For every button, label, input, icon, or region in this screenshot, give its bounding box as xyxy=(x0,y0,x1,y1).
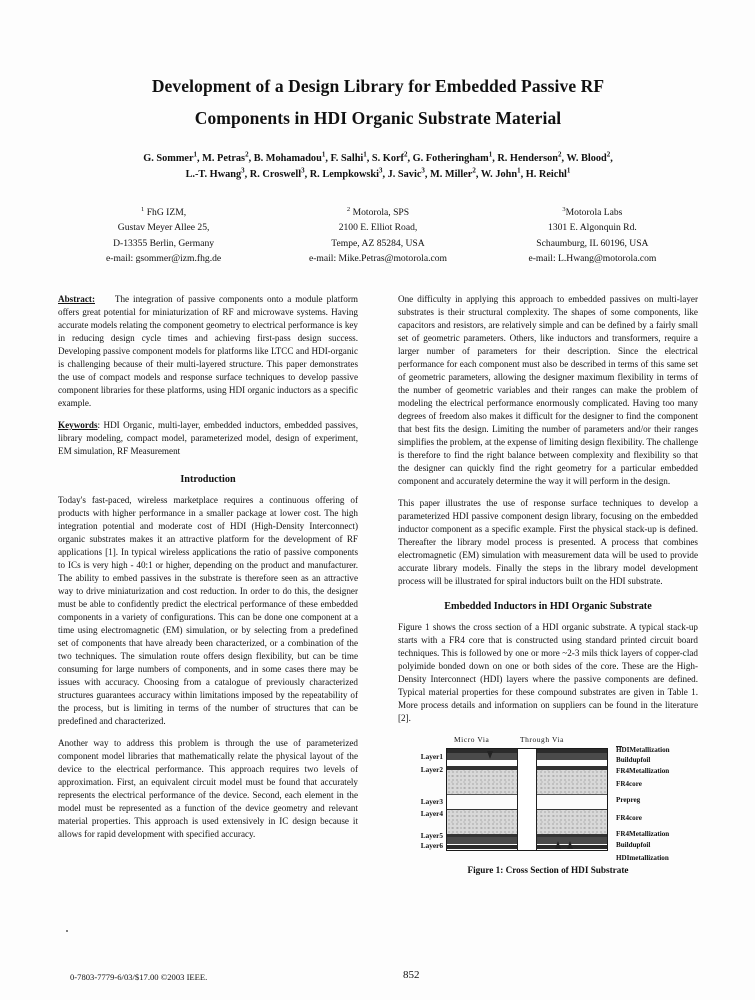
page-title xyxy=(58,70,698,135)
label-fr4-metallization-top: FR4Metallization xyxy=(616,766,670,775)
label-buildup-foil-top: Buildupfoil xyxy=(616,755,651,764)
affiliation-1-line3: D-13355 Berlin, Germany xyxy=(113,237,215,249)
micro-via-shape xyxy=(487,751,493,759)
through-via-channel xyxy=(517,749,537,850)
paper-content xyxy=(58,70,698,875)
keywords-label: Keywords xyxy=(58,419,98,430)
right-column xyxy=(398,293,698,875)
affiliation-3-line2: 1301 E. Algonquin Rd. xyxy=(548,222,637,234)
keywords-paragraph xyxy=(58,419,358,458)
figure-1-graphic xyxy=(398,734,698,862)
affiliation-3-line3: Schaumburg, IL 60196, USA xyxy=(536,237,649,249)
label-buildup-foil-bottom: Buildupfoil xyxy=(616,840,651,849)
abstract-paragraph xyxy=(58,293,358,410)
label-fr4-core-lower: FR4core xyxy=(616,813,642,822)
label-layer5: Layer5 xyxy=(420,830,443,840)
affiliation-2 xyxy=(272,205,483,267)
right-paragraph-1: One difficulty in applying this approach to embedded passives on multi-layer substrates is their structural complexity. The shapes of some components, like capacitors and resistors, are relatively simple and can be defined by a fairly small set of geometric parameters. Others, like inductors and transformers, require a larger number of parameters for their description. Since the electrical performance for each component must also be described in terms of this same set of geometric parameters, allowing the designer maximum flexibility in terms of the number of geometric variables and their ranges can make the problem of modeling the electrical performance enormously complicated. Having too many degrees of freedom also makes it difficult for the designer to find the component that best fits the design. Limiting the number of parameters and/or their ranges simplifies the problem, at the expense of limiting design flexibility. The challenge is therefore to find the right balance between complexity and flexibility so that the designer can quickly find the right geometry for a particular embedded component and accurately determine the way it will perform in the design. xyxy=(398,293,698,486)
affiliation-3-email: e-mail: L.Hwang@motorola.com xyxy=(528,253,657,265)
affiliation-2-line3: Tempe, AZ 85284, USA xyxy=(331,237,425,249)
affiliation-2-line2: 2100 E. Elliot Road, xyxy=(338,222,418,234)
affiliation-2-name: $^2$ Motorola, SPS xyxy=(346,205,410,218)
abstract-text: The integration of passive components onto a module platform offers great potential for miniaturization of RF and microwave systems. Having accurate models relating the component geometry to electrical performance is key in reducing design cycle times and achieving first-pass design success. Developing passive component models for platforms like LTCC and HDI-organic is challenging because of their multi-layered structure. This paper demonstrates the use of compact models and response surface techniques to develop passive component libraries for these platforms, using HDI organic inductors as a specific example. xyxy=(58,293,359,408)
label-through-via: Through Via xyxy=(520,734,564,744)
label-layer4: Layer4 xyxy=(420,808,443,818)
label-layer6: Layer6 xyxy=(420,840,443,850)
intro-paragraph-1: Today's fast-paced, wireless marketplace requires a continuous offering of products with higher performance in a smaller package at lower cost. The high integration potential and moderate cost of HDI (High-Density Interconnect) organic substrates makes it an attractive platform for the development of RF applications [1]. In typical wireless applications the ratio of passive components to ICs is very high - 40:1 or higher, depending on the product and manufacturer. The ability to embed passives in the substrate is therefore seen as an attractive way to drive miniaturization and cost reduction. In order to do this, the designer must be able to confidently predict the electrical performance of these embedded components in a variety of configurations. This can be done one component at a time using electromagnetic (EM) simulation, or by selecting from a predefined set of components that have already been characterized, or a combination of the two techniques. The simulation route offers design flexibility, but can be time consuming for large numbers of components, and in some cases there may be issues with accuracy. Choosing from a catalogue of previously characterized structures guarantees accuracy within limitations imposed by the repeatability of the process, but is limiting in terms of the number of structures that can be predefined and characterized. xyxy=(58,494,358,726)
substrate-cross-section xyxy=(446,748,608,851)
section2-paragraph-1: Figure 1 shows the cross section of a HDI organic substrate. A typical stack-up starts with a FR4 core that is constructed using standard printed circuit board techniques. This is followed by one or more ~2-3 mils thick layers of copper-clad polyimide bonded down on one or both sides of the core. These are the High-Density Interconnect (HDI) layers where the passive components are defined. Typical material properties for these compound substrates are given in Table 1. More process details and information on suppliers can be found in the literature [2]. xyxy=(398,621,698,723)
title-line-1: Development of a Design Library for Embedded Passive RF xyxy=(151,76,605,96)
affiliation-block xyxy=(58,205,698,267)
body-columns xyxy=(58,293,698,875)
figure-right-labels xyxy=(610,745,702,866)
label-fr4-metallization-bottom: FR4Metallization xyxy=(616,829,670,838)
label-layer3: Layer3 xyxy=(420,796,443,806)
author-line-2: L.-T. Hwang$^3$, R. Croswell$^3$, R. Lempkowski$^3$, J. Savic$^3$, M. Miller$^2$, W. John$^1$, H. Reichl$^1$ xyxy=(185,166,571,180)
affiliation-3 xyxy=(487,205,698,267)
label-prepreg: Prepreg xyxy=(616,795,641,804)
bottom-via-shape-2 xyxy=(567,841,573,849)
affiliation-1 xyxy=(58,205,269,267)
label-fr4-core-upper: FR4core xyxy=(616,779,642,788)
author-line-1: G. Sommer$^1$, M. Petras$^2$, B. Mohamadou$^1$, F. Salhi$^1$, S. Korf$^2$, G. Fotheringham$^1$, R. Henderson$^2$, W. Blood$^2$, xyxy=(143,150,613,164)
intro-paragraph-2: Another way to address this problem is through the use of parameterized component model libraries that mathematically relate the physical layout of the device to the electrical performance. This approach requires two levels of approximation. First, an equivalent circuit model must be found that accurately represents the electrical performance of the device. Second, each element in the model must be represented as a function of the device geometry and relevant material properties. This approach is used extensively in IC design because it allows for rapid development with specified accuracy. xyxy=(58,737,358,839)
figure-1-caption: Figure 1: Cross Section of HDI Substrate xyxy=(467,864,629,875)
affiliation-2-email: e-mail: Mike.Petras@motorola.com xyxy=(308,253,448,265)
figure-left-labels xyxy=(398,748,444,849)
figure-1 xyxy=(398,735,698,875)
affiliation-1-name: $^1$ FhG IZM, xyxy=(141,205,187,218)
abstract-label: Abstract: xyxy=(58,293,95,304)
title-line-2: Components in HDI Organic Substrate Material xyxy=(194,108,562,129)
affiliation-3-name: $^3$Motorola Labs xyxy=(562,205,623,218)
copyright-notice: 0-7803-7779-6/03/$17.00 ©2003 IEEE. xyxy=(70,972,208,982)
page-number: 852 xyxy=(403,969,420,981)
label-layer1: Layer1 xyxy=(420,751,443,761)
left-column xyxy=(58,293,358,875)
label-micro-via: Micro Via xyxy=(454,734,490,744)
section-heading-embedded-inductors: Embedded Inductors in HDI Organic Substrate xyxy=(444,600,652,612)
author-list xyxy=(58,151,698,183)
keywords-text: : HDI Organic, multi-layer, embedded inductors, embedded passives, library modeling, compact model, parameterized model, design of experiment, EM simulation, RF Measurement xyxy=(58,419,358,456)
bottom-via-shape-1 xyxy=(555,841,561,849)
section-heading-introduction: Introduction xyxy=(180,473,236,485)
label-hdi-metallization-bottom: HDImetallization xyxy=(616,853,669,862)
affiliation-1-line2: Gustav Meyer Allee 25, xyxy=(117,222,210,234)
affiliation-1-email: e-mail: gsommer@izm.fhg.de xyxy=(106,253,222,265)
scan-artifact-dot xyxy=(66,930,68,932)
right-paragraph-2: This paper illustrates the use of response surface techniques to develop a parameterized HDI passive component design library, focusing on the embedded inductor component as a specific example. First the physical stack-up is defined. Thereafter the library model process is presented. A process that combines electromagnetic (EM) simulation with measurement data will be used to provide accurate library models. Finally the steps in the library model development process will be illustrated for spiral inductors built on the HDI substrate. xyxy=(398,497,698,586)
label-layer2: Layer2 xyxy=(420,764,443,774)
label-hdi-metallization-top: HDIMetallization xyxy=(616,745,670,754)
